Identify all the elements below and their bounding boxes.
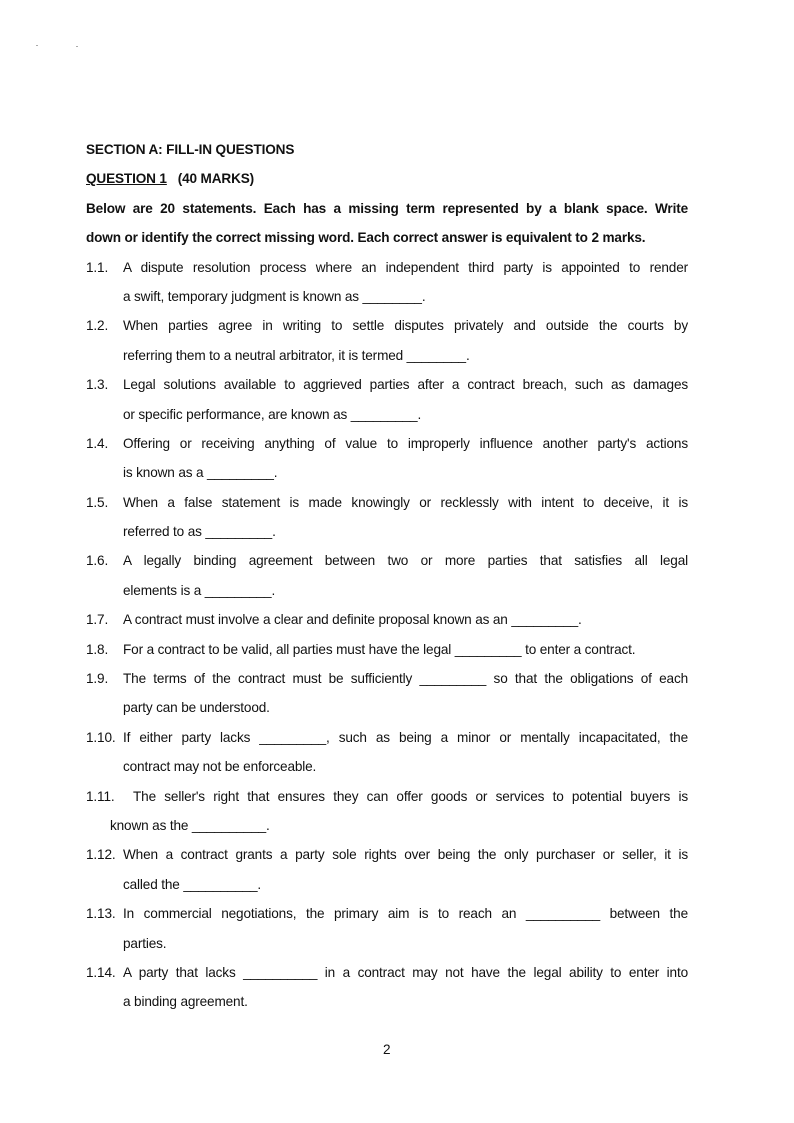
item-number: 1.8. [86, 641, 109, 657]
item-text-line: A contract must involve a clear and definite proposal known as an _________. [123, 612, 582, 628]
section-title: SECTION A: FILL-IN QUESTIONS [86, 142, 295, 157]
question-item [86, 782, 688, 841]
question-item [86, 311, 688, 370]
question-item [86, 664, 688, 723]
item-number: 1.7. [86, 612, 109, 628]
item-text-line: a binding agreement. [123, 994, 248, 1010]
item-text-line: or specific performance, are known as _________. [123, 406, 422, 422]
question-marks: (40 MARKS) [177, 171, 255, 187]
item-number: 1.3. [86, 377, 109, 393]
item-number: 1.11. [86, 788, 115, 804]
item-text-line: A dispute resolution process where an independent third party is appointed to render [123, 259, 688, 275]
item-text-line: contract may not be enforceable. [123, 759, 317, 775]
item-text-line: The seller's right that ensures they can offer goods or services to potential buyers is [133, 788, 688, 804]
item-text-line: In commercial negotiations, the primary aim is to reach an __________ between the [123, 906, 688, 922]
page-number: 2 [383, 1042, 391, 1057]
item-number: 1.9. [86, 671, 109, 687]
question-heading [86, 164, 688, 193]
item-text-line: party can be understood. [123, 700, 270, 716]
question-list [86, 253, 688, 1017]
item-number: 1.10. [86, 729, 116, 745]
question-item [86, 370, 688, 429]
question-item [86, 635, 688, 664]
item-number: 1.14. [86, 964, 116, 980]
item-number: 1.1. [86, 259, 109, 275]
item-text-line: When a contract grants a party sole rights over being the only purchaser or seller, it is [123, 847, 688, 863]
item-number: 1.6. [86, 553, 109, 569]
item-text-line: is known as a _________. [123, 465, 278, 481]
item-text-line: For a contract to be valid, all parties must have the legal _________ to enter a contract. [123, 641, 636, 657]
item-text-line: A party that lacks __________ in a contract may not have the legal ability to enter into [123, 964, 688, 980]
item-text-line: known as the __________. [110, 817, 270, 833]
question-item [86, 429, 688, 488]
question-item [86, 899, 688, 958]
item-text-line: referring them to a neutral arbitrator, it is termed ________. [123, 347, 470, 363]
item-text-line: referred to as _________. [123, 524, 276, 540]
item-number: 1.4. [86, 435, 109, 451]
item-number: 1.13. [86, 906, 116, 922]
instructions-line: Below are 20 statements. Each has a missing term represented by a blank space. Write [86, 200, 688, 216]
item-text-line: The terms of the contract must be sufficiently _________ so that the obligations of each [123, 671, 688, 687]
item-text-line: called the __________. [123, 876, 262, 892]
item-text-line: Offering or receiving anything of value to improperly influence another party's actions [123, 435, 688, 451]
question-label: QUESTION 1 [86, 171, 167, 187]
item-text-line: a swift, temporary judgment is known as ________. [123, 288, 426, 304]
item-text-line: When parties agree in writing to settle disputes privately and outside the courts by [123, 318, 688, 334]
question-item [86, 840, 688, 899]
item-number: 1.5. [86, 494, 109, 510]
item-text-line: Legal solutions available to aggrieved parties after a contract breach, such as damages [123, 377, 688, 393]
question-item [86, 723, 688, 782]
question-item [86, 253, 688, 312]
item-number: 1.12. [86, 847, 116, 863]
item-text-line: parties. [123, 935, 167, 951]
question-item [86, 605, 688, 634]
item-text-line: If either party lacks _________, such as being a minor or mentally incapacitated, the [123, 729, 688, 745]
item-number: 1.2. [86, 318, 109, 334]
item-text-line: When a false statement is made knowingly or recklessly with intent to deceive, it is [123, 494, 688, 510]
instructions-line: down or identify the correct missing word. Each correct answer is equivalent to 2 marks. [86, 230, 646, 246]
question-item [86, 958, 688, 1017]
question-item [86, 546, 688, 605]
item-text-line: A legally binding agreement between two or more parties that satisfies all legal [123, 553, 688, 569]
document-body [86, 135, 688, 1017]
item-text-line: elements is a _________. [123, 582, 276, 598]
question-item [86, 488, 688, 547]
